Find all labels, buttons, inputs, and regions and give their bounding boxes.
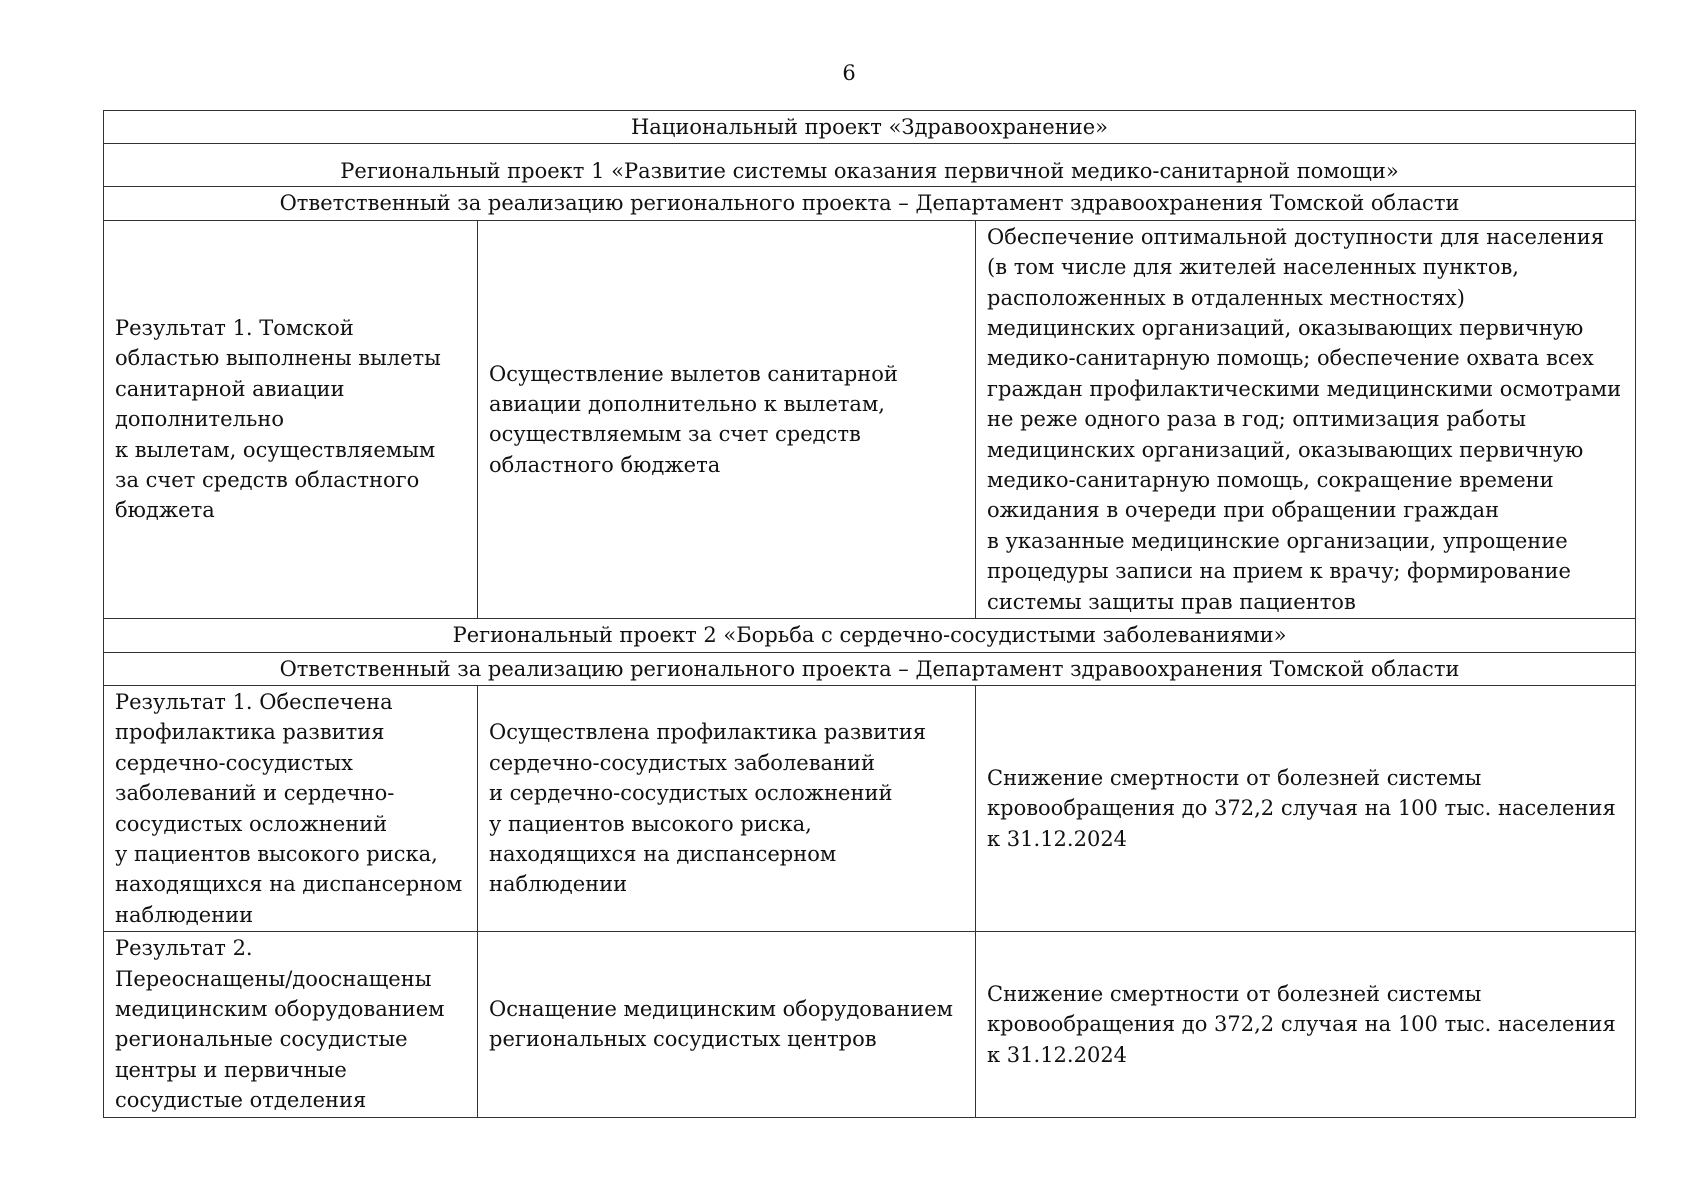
table-row: [104, 932, 1636, 1117]
national-project-title: Национальный проект «Здравоохранение»: [104, 111, 1636, 144]
regional-project-1-row: [104, 144, 1636, 187]
regional-project-2-responsible: Ответственный за реализацию регионального проекта – Департамент здравоохранения Томской области: [104, 652, 1636, 685]
national-project-row: [104, 111, 1636, 144]
goal-cell: Снижение смертности от болезней системы кровообращения до 372,2 случая на 100 тыс. населения к 31.12.2024: [976, 685, 1636, 931]
description-cell: Осуществлена профилактика развития сердечно-сосудистых заболеваний и сердечно-сосудистых осложнений у пациентов высокого риска, находящихся на диспансерном наблюдении: [478, 685, 976, 931]
description-cell: Осуществление вылетов санитарной авиации дополнительно к вылетам, осуществляемым за счет средств областного бюджета: [478, 220, 976, 618]
project-table: [103, 110, 1636, 1118]
regional-project-1-responsible: Ответственный за реализацию регионального проекта – Департамент здравоохранения Томской области: [104, 187, 1636, 220]
goal-cell: Обеспечение оптимальной доступности для населения (в том числе для жителей населенных пунктов, расположенных в отдаленных местностях) медицинских организаций, оказывающих первичную медико-санитарную помощь; обеспечение охвата всех граждан профилактическими медицинскими осмотрами не реже одного раза в год; оптимизация работы медицинских организаций, оказывающих первичную медико-санитарную помощь, сокращение времени ожидания в очереди при обращении граждан в указанные медицинские организации, упрощение процедуры записи на прием к врачу; формирование системы защиты прав пациентов: [976, 220, 1636, 618]
page-number: 6: [842, 61, 856, 85]
regional-project-1-responsible-row: [104, 187, 1636, 220]
result-cell: Результат 2. Переоснащены/дооснащены медицинским оборудованием региональные сосудистые центры и первичные сосудистые отделения: [104, 932, 478, 1117]
table-row: [104, 220, 1636, 618]
regional-project-1-title: Региональный проект 1 «Развитие системы оказания первичной медико-санитарной помощи»: [104, 144, 1636, 187]
table-row: [104, 685, 1636, 931]
description-cell: Оснащение медицинским оборудованием региональных сосудистых центров: [478, 932, 976, 1117]
result-cell: Результат 1. Томской областью выполнены вылеты санитарной авиации дополнительно к вылетам, осуществляемым за счет средств областного бюджета: [104, 220, 478, 618]
regional-project-2-responsible-row: [104, 652, 1636, 685]
regional-project-2-row: [104, 619, 1636, 652]
result-cell: Результат 1. Обеспечена профилактика развития сердечно-сосудистых заболеваний и сердечно- сосудистых осложнений у пациентов высокого риска, находящихся на диспансерном наблюдении: [104, 685, 478, 931]
goal-cell: Снижение смертности от болезней системы кровообращения до 372,2 случая на 100 тыс. населения к 31.12.2024: [976, 932, 1636, 1117]
regional-project-2-title: Региональный проект 2 «Борьба с сердечно-сосудистыми заболеваниями»: [104, 619, 1636, 652]
